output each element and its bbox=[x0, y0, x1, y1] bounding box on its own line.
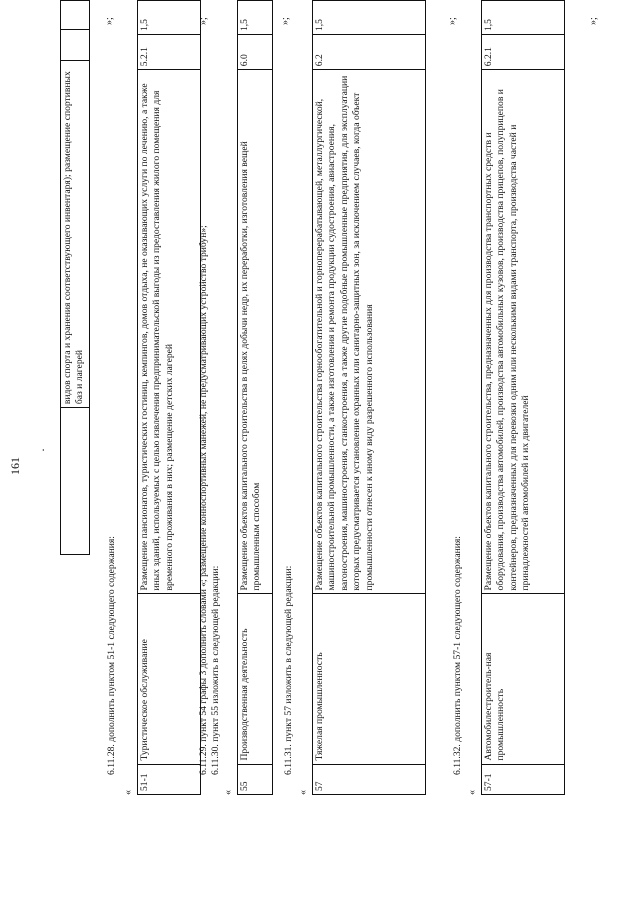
table-row-51-1 bbox=[137, 0, 201, 795]
opening-quote: « bbox=[467, 790, 478, 795]
table-row bbox=[482, 1, 565, 795]
table-row bbox=[61, 1, 90, 555]
cell-code: 6.2 bbox=[313, 35, 426, 70]
cell-code: 6.0 bbox=[238, 35, 273, 70]
cell-code bbox=[61, 30, 90, 60]
cell-num: 57 bbox=[313, 764, 426, 794]
cell-name: Производственная деятельность bbox=[238, 594, 273, 764]
instruction-6-11-29: 6.11.29. пункт 54 графы 3 дополнить словами «; размещение конноспортивных манежей, не предусматривающих устройство трибун»; bbox=[198, 225, 209, 775]
instruction-6-11-28: 6.11.28. дополнить пунктом 51-1 следующего содержания: bbox=[106, 536, 117, 775]
page-dot: · bbox=[36, 448, 50, 452]
opening-quote: « bbox=[123, 790, 134, 795]
cell-num: 51-1 bbox=[138, 764, 201, 794]
table-row-57 bbox=[312, 0, 426, 795]
cell-desc: видов спорта и хранения соответствующего инвентаря); размещение спортивных баз и лагерей bbox=[61, 60, 90, 407]
cell-desc: Размещение пансионатов, туристических гостиниц, кемпингов, домов отдыха, не оказывающих услуги по лечению, а также иных зданий, используемых с целью извлечения предпринимательской выгоды из предоставления жилого помещения для временного проживания в них; размещение детских лагерей bbox=[138, 70, 201, 594]
cell-name: Туристическое обслуживание bbox=[138, 594, 201, 764]
cell-code: 6.2.1 bbox=[482, 35, 565, 70]
table-row-57-1 bbox=[481, 0, 565, 795]
cell-name: Тяжелая промышленность bbox=[313, 594, 426, 764]
table-row bbox=[313, 1, 426, 795]
cell-value: 1,5 bbox=[138, 1, 201, 35]
cell-value: 1,5 bbox=[482, 1, 565, 35]
instruction-6-11-32: 6.11.32. дополнить пунктом 57-1 следующего содержания: bbox=[452, 536, 463, 775]
cell-num: 57-1 bbox=[482, 764, 565, 794]
table-row bbox=[238, 1, 273, 795]
cell-code: 5.2.1 bbox=[138, 35, 201, 70]
cell-name bbox=[61, 408, 90, 555]
opening-quote: « bbox=[298, 790, 309, 795]
instruction-6-11-30: 6.11.30. пункт 55 изложить в следующей редакции: bbox=[210, 565, 221, 775]
cell-num: 55 bbox=[238, 764, 273, 794]
table-continuation bbox=[60, 0, 90, 555]
cell-name: Автомобилестроитель-ная промышленность bbox=[482, 594, 565, 764]
cell-value bbox=[61, 1, 90, 30]
cell-desc: Размещение объектов капитального строительства горнообогатительной и горноперерабатывающей, металлургической, машиностроительной промышленности, а также изготовления и ремонта продукции судостроения, авиастроения, вагоностроения, машиностроения, станкостроения, а также другие подобные промышленные предприятия, для эксплуатации которых предусматривается установление охранных или санитарно-защитных зон, за исключением случаев, когда объект промышленности отнесен к иному виду разрешенного использования bbox=[313, 70, 426, 594]
closing-quote: »; bbox=[104, 17, 115, 25]
cell-desc: Размещение объектов капитального строительства, предназначенных для производства транспортных средств и оборудования, производства автомобилей, производства автомобильных кузовов, производства прицепов, полуприцепов и контейнеров, предназначенных для перевозки одним или несколькими видами транспорта, производства частей и принадлежностей автомобилей и их двигателей bbox=[482, 70, 565, 594]
cell-desc: Размещение объектов капитального строительства в целях добычи недр, их переработки, изготовления вещей промышленным способом bbox=[238, 70, 273, 594]
closing-quote: »; bbox=[588, 17, 599, 25]
closing-quote: »; bbox=[280, 17, 291, 25]
cell-value: 1,5 bbox=[238, 1, 273, 35]
opening-quote: « bbox=[223, 790, 234, 795]
closing-quote: »; bbox=[198, 17, 209, 25]
instruction-6-11-31: 6.11.31. пункт 57 изложить в следующей редакции: bbox=[283, 565, 294, 775]
closing-quote: »; bbox=[447, 17, 458, 25]
cell-value: 1,5 bbox=[313, 1, 426, 35]
table-row-55 bbox=[237, 0, 273, 795]
page-number: 161 bbox=[8, 457, 22, 475]
table-row bbox=[138, 1, 201, 795]
